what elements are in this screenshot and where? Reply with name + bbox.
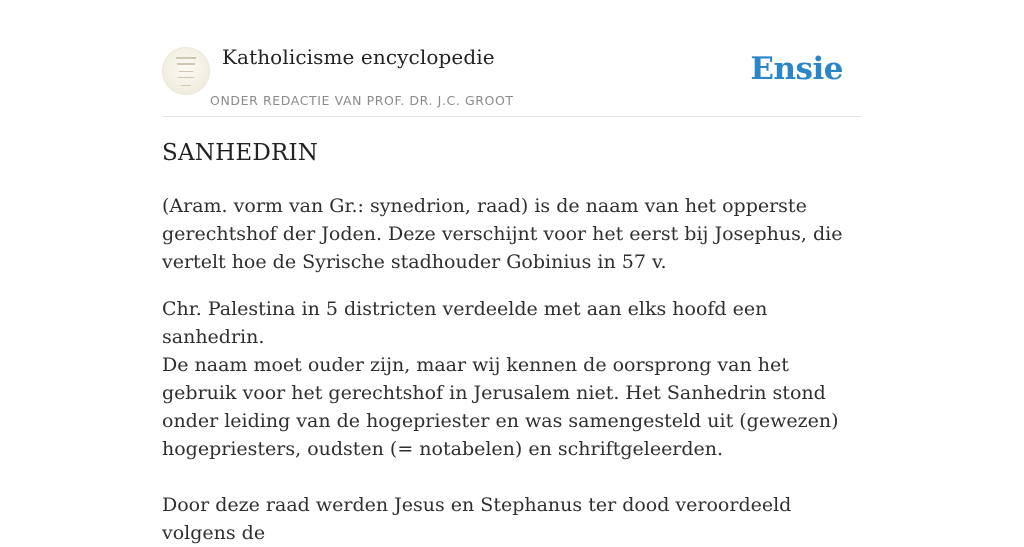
page-container <box>162 0 862 544</box>
article-paragraph: De naam moet ouder zijn, maar wij kennen de oorsprong van het gebruik voor het gerechtshof in Jerusalem niet. Het Sanhedrin stond onder leiding van de hogepriester en was samengesteld uit (gewezen) hogepriesters, oudsten (= notabelen) en schriftgeleerden. <box>162 354 839 460</box>
article-paragraph: (Aram. vorm van Gr.: synedrion, raad) is de naam van het opperste gerechtshof der Joden. Deze verschijnt voor het eerst bij Josephus, die vertelt hoe de Syrische stadhouder Gobinius in 57 v. <box>162 195 843 273</box>
article-paragraph: Door deze raad werden Jesus en Stephanus ter dood veroordeeld volgens de <box>162 494 792 544</box>
book-cover-icon[interactable] <box>162 47 210 95</box>
article-title: SANHEDRIN <box>162 140 319 166</box>
ensie-logo[interactable]: Ensie <box>750 51 843 87</box>
site-title[interactable]: Katholicisme encyclopedie <box>222 45 495 69</box>
site-subtitle: ONDER REDACTIE VAN PROF. DR. J.C. GROOT <box>210 93 514 108</box>
article-paragraph: Chr. Palestina in 5 districten verdeelde met aan elks hoofd een sanhedrin. <box>162 298 768 348</box>
site-header <box>162 0 862 117</box>
